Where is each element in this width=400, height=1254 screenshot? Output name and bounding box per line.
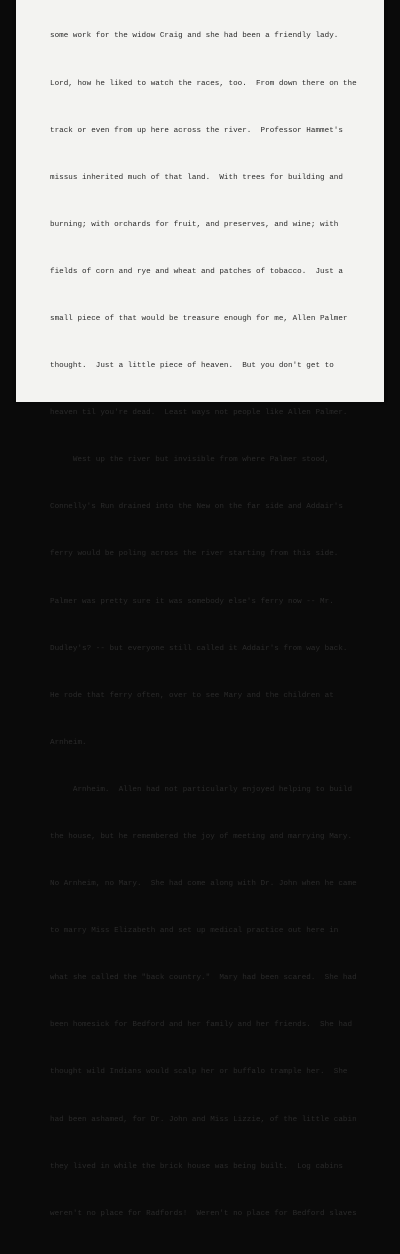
- text-line-19: No Arnheim, no Mary. She had come along with Dr. John when he came: [50, 880, 357, 889]
- text-line-18: the house, but he remembered the joy of meeting and marrying Mary.: [50, 833, 353, 841]
- text-line-14: Dudley's? -- but everyone still called it Addair's from way back.: [50, 644, 348, 653]
- text-line-11: Connelly's Run drained into the New on the far side and Addair's: [50, 503, 343, 512]
- text-line-2: Lord, how he liked to watch the races, too. From down there on the: [50, 79, 357, 88]
- page-body-text: [50, 0, 378, 1254]
- text-line-25: they lived in while the brick house was being built. Log cabins: [50, 1162, 343, 1171]
- text-line-21: what she called the "back country." Mary had been scared. She had: [50, 974, 357, 983]
- text-line-26: weren't no place for Radfords! Weren't no place for Bedford slaves: [50, 1209, 357, 1218]
- text-line-4: missus inherited much of that land. With trees for building and: [50, 173, 343, 182]
- text-line-23: thought wild Indians would scalp her or buffalo trample her. She: [50, 1068, 348, 1077]
- text-line-6: fields of corn and rye and wheat and patches of tobacco. Just a: [50, 267, 343, 276]
- text-line-8: thought. Just a little piece of heaven. But you don't get to: [50, 362, 334, 371]
- text-line-15: He rode that ferry often, over to see Mary and the children at: [50, 691, 334, 700]
- text-line-20: to marry Miss Elizabeth and set up medical practice out here in: [50, 927, 339, 936]
- text-line-9: heaven til you're dead. Least ways not people like Allen Palmer.: [50, 409, 348, 418]
- text-line-24: had been ashamed, for Dr. John and Miss Lizzie, of the little cabin: [50, 1115, 357, 1124]
- text-line-17: Arnheim. Allen had not particularly enjoyed helping to build: [50, 785, 353, 794]
- text-line-1: some work for the widow Craig and she had been a friendly lady.: [50, 32, 339, 41]
- text-line-10: West up the river but invisible from where Palmer stood,: [50, 456, 330, 465]
- text-line-5: burning; with orchards for fruit, and preserves, and wine; with: [50, 220, 339, 229]
- text-line-7: small piece of that would be treasure enough for me, Allen Palmer: [50, 314, 348, 323]
- text-line-16: Arnheim.: [50, 738, 87, 747]
- text-line-22: been homesick for Bedford and her family and her friends. She had: [50, 1021, 353, 1030]
- text-line-12: ferry would be poling across the river starting from this side.: [50, 550, 339, 559]
- text-line-13: Palmer was pretty sure it was somebody else's ferry now -- Mr.: [50, 597, 334, 606]
- typewritten-page: [16, 0, 384, 1218]
- text-line-3: track or even from up here across the river. Professor Hammet's: [50, 126, 343, 135]
